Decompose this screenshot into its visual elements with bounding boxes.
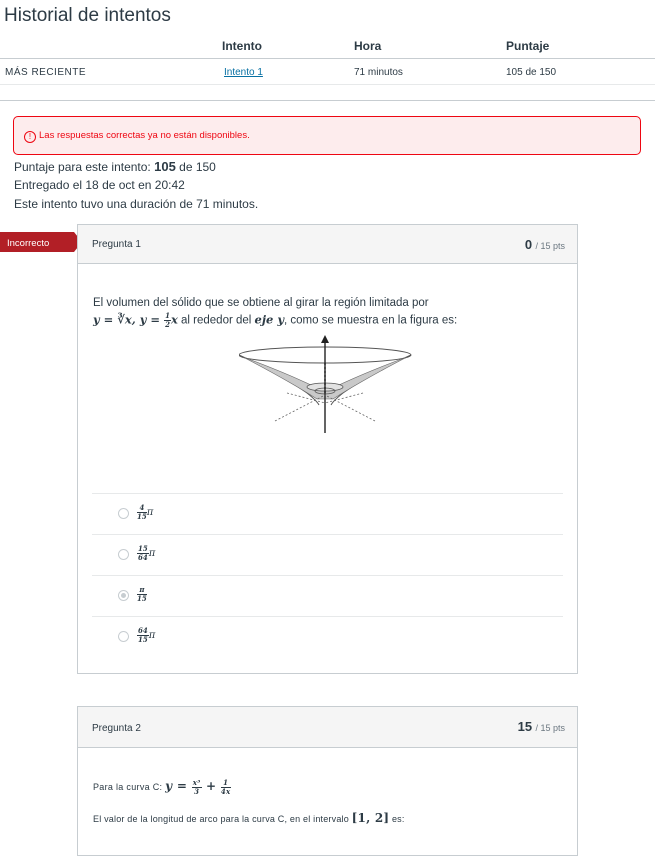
radio-button[interactable] (118, 549, 129, 560)
question-1-points: 0 / 15 pts (524, 237, 565, 252)
question-1-text: El volumen del sólido que se obtiene al girar la región limitada por y = ∛x, y = $\frac{1}{2}$ x al rededor del eje y, como se muestra en la figura es: (93, 297, 458, 329)
solid-figure-image (239, 333, 419, 435)
radio-button-selected[interactable] (118, 590, 129, 601)
divider (0, 58, 655, 59)
answer-option-3[interactable]: $\frac{\pi}{15}$ (92, 575, 563, 616)
incorrect-badge (0, 232, 82, 252)
answer-option-2[interactable]: $\frac{15}{64}$ π (92, 534, 563, 575)
divider (0, 100, 655, 101)
attempt-score: 105 de 150 (506, 67, 557, 78)
alert-text: Las respuestas correctas ya no están disponibles. (39, 130, 250, 141)
question-2-prompt: El valor de la longitud de arco para la curva C, en el intervalo [1, 2] es: (93, 811, 405, 825)
alert-banner (13, 116, 641, 155)
question-2-points: 15 / 15 pts (517, 719, 565, 734)
score-summary: Puntaje para este intento: 105 de 150 (14, 159, 216, 174)
col-header-puntaje: Puntaje (506, 39, 550, 53)
attempt-time: 71 minutos (354, 67, 403, 78)
duration-text: Este intento tuvo una duración de 71 minutos. (14, 197, 259, 211)
submitted-date: Entregado el 18 de oct en 20:42 (14, 178, 185, 192)
incorrect-badge-label: Incorrecto (7, 238, 50, 249)
score-value: 105 (154, 159, 176, 174)
col-header-hora: Hora (354, 39, 382, 53)
col-header-intento: Intento (222, 39, 262, 53)
history-table (0, 34, 655, 94)
divider (0, 84, 655, 85)
row-label: MÁS RECIENTE (5, 67, 87, 78)
radio-button[interactable] (118, 508, 129, 519)
question-2-header (78, 707, 577, 748)
answer-option-4[interactable]: $\frac{64}{15}$ π (92, 616, 563, 657)
attempt-link[interactable]: Intento 1 (224, 67, 263, 78)
question-1-title: Pregunta 1 (92, 239, 141, 250)
question-1 (77, 224, 578, 674)
question-2 (77, 706, 578, 856)
question-2-curve: Para la curva C: y = $\frac{\text{x³}}{3}$ + $\frac{1}{4x}$ (93, 778, 231, 797)
answer-option-1[interactable]: $\frac{4}{15}$ π (92, 493, 563, 534)
radio-button[interactable] (118, 631, 129, 642)
page-title: Historial de intentos (4, 5, 171, 26)
question-1-header (78, 225, 577, 264)
alert-circle-icon: ! (24, 131, 36, 143)
question-2-title: Pregunta 2 (92, 723, 141, 734)
